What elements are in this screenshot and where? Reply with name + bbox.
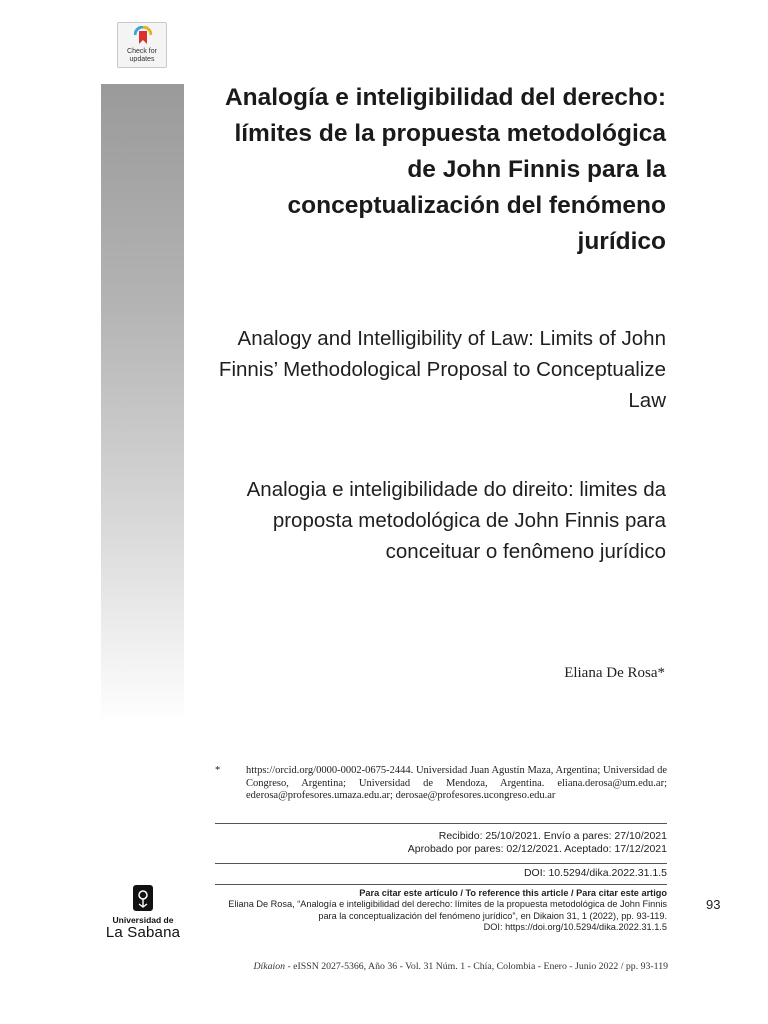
divider-bottom (215, 884, 667, 885)
logo-text-small: Universidad de (112, 915, 174, 925)
page-number: 93 (706, 897, 721, 912)
logo-text-big: La Sabana (105, 924, 181, 941)
citation-body: Eliana De Rosa, “Analogía e inteligibilidad del derecho: límites de la propuesta metodológica de John Finnis para la conceptualización del fenómeno jurídico”, en Dikaion 31, 1 (2022), pp. 93-119. (228, 899, 667, 921)
dates-block (215, 830, 667, 856)
received-line: Recibido: 25/10/2021. Envío a pares: 27/10/2021 (438, 830, 667, 842)
decorative-gray-bar (101, 84, 184, 724)
running-footer (253, 961, 668, 972)
footnote-mark: * (215, 765, 221, 776)
author-name: Eliana De Rosa* (564, 665, 665, 681)
title-english: Analogy and Intelligibility of Law: Limits of John Finnis’ Methodological Proposal to Conceptualize Law (218, 327, 666, 412)
divider-middle (215, 863, 667, 864)
journal-details: - eISSN 2027-5366, Año 36 - Vol. 31 Núm. 1 - Chía, Colombia - Enero - Junio 2022 / pp. 93-119 (287, 961, 668, 972)
citation-block (215, 888, 667, 934)
university-logo (100, 884, 186, 944)
citation-heading: Para citar este artículo / To reference this article / Para citar este artigo (359, 888, 667, 898)
approved-line: Aprobado por pares: 02/12/2021. Aceptado: 17/12/2021 (407, 843, 667, 855)
check-for-updates-label: Check for updates (127, 48, 157, 63)
footnote-text: https://orcid.org/0000-0002-0675-2444. Universidad Juan Agustín Maza, Argentina; Universidad de Congreso, Argentina; Universidad de Mendoza, Argentina. eliana.derosa@um.edu.ar; ederosa@profesores.umaza.edu.ar; derosae@profesores.ucongreso.edu.ar (246, 765, 667, 802)
crossmark-icon (134, 26, 152, 46)
doi-text[interactable]: DOI: 10.5294/dika.2022.31.1.5 (523, 867, 667, 879)
divider-top (215, 823, 667, 824)
la-sabana-emblem-icon (132, 884, 154, 914)
journal-name: Díkaion (253, 961, 286, 972)
citation-doi[interactable]: DOI: https://doi.org/10.5294/dika.2022.31.1.5 (483, 922, 667, 933)
author-footnote (215, 765, 667, 803)
check-for-updates-badge[interactable] (117, 22, 167, 68)
title-spanish: Analogía e inteligibilidad del derecho: límites de la propuesta metodológica de John Finnis para la conceptualización del fenómeno jurídico (224, 84, 666, 255)
title-portuguese: Analogia e inteligibilidade do direito: limites da proposta metodológica de John Finnis para conceituar o fenômeno jurídico (246, 478, 666, 563)
